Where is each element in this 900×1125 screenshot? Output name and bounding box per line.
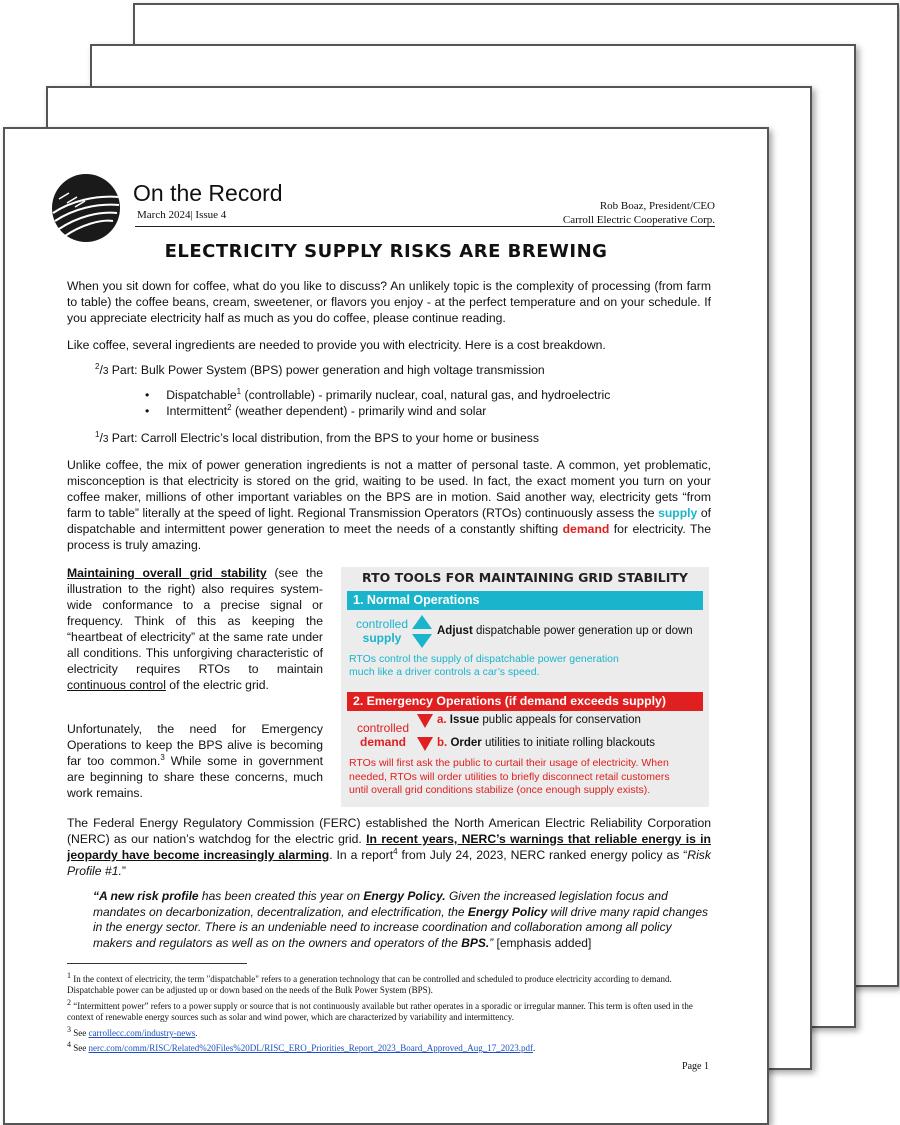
controlled-supply-label: controlled supply [355, 617, 409, 645]
industry-news-link[interactable]: carrollecc.com/industry-news [88, 1028, 196, 1038]
nerc-quote: “A new risk profile has been created this year on Energy Policy. Given the increased legislation focus and mandates on decarbonization, decentralization, and electrification, the Energy Policy will drive many rapid changes in the energy sector. There is an undeniable need to increase coordination and collaboration among all policy makers and regulators as well as on the owners and operators of the BPS.” [emphasis added] [93, 889, 709, 950]
unfortunately-paragraph: Unfortunately, the need for Emergency Operations to keep the BPS alive is becoming far too common.$^3$ While some in government are beginning to share these concerns, much work remains. [67, 722, 323, 800]
part-one-third: $^1$/3 Part: Carroll Electric’s local distribution, from the BPS to your home or business [95, 429, 539, 445]
newsletter-title: On the Record [133, 180, 283, 206]
author-org: Carroll Electric Cooperative Corp. [562, 214, 715, 226]
maintaining-stability-paragraph: Maintaining overall grid stability (see the illustration to the right) also requires system-wide conformance to a precise signal or frequency. Think of this as keeping the “heartbeat of electricity” at the same rate under all conditions. This unforgiving characteristic of electricity requires RTOs to maintain continuous control of the electric grid. [67, 566, 323, 692]
up-down-arrow-icon [411, 615, 433, 649]
down-arrow-b-icon [417, 737, 433, 751]
infographic-title: RTO TOOLS FOR MAINTAINING GRID STABILITY [362, 570, 688, 585]
footnote-3: 3 See carrollecc.com/industry-news. [67, 1025, 198, 1038]
normal-operations-heading: 1. Normal Operations [347, 591, 703, 610]
footnote-4: 4 See nerc.com/comm/RISC/Related%20Files%20DL/RISC_ERO_Priorities_Report_2023_Board_Approved_Aug_17_2023.pdf. [67, 1040, 536, 1053]
part-two-thirds: $^2$/3 Part: Bulk Power System (BPS) power generation and high voltage transmission [95, 361, 545, 377]
footnote-1: 1 In the context of electricity, the term "dispatchable" refers to a generation technology that can be controlled and scheduled to produce electricity according to demand. Dispatchable power can be adjusted up or down based on the needs of the Bulk Power System (BPS). [67, 971, 672, 995]
ingredients-lead: Like coffee, several ingredients are needed to provide you with electricity. Here is a cost breakdown. [67, 338, 606, 352]
normal-operations-note: RTOs control the supply of dispatchable power generation much like a driver controls a car’s speed. [349, 653, 619, 678]
document-page [3, 127, 769, 1125]
bullet-intermittent: • Intermittent$^2$ (weather dependent) - primarily wind and solar [145, 402, 487, 418]
header-rule [135, 226, 715, 227]
author-name: Rob Boaz, President/CEO [599, 200, 715, 212]
issue-date: March 2024| Issue 4 [137, 209, 227, 221]
unlike-coffee-paragraph: Unlike coffee, the mix of power generation ingredients is not a matter of personal taste. A common, yet problematic, misconception is that electricity is stored on the grid, waiting to be used. In fact, the exact moment you turn on your coffee maker, millions of other important variables on the BPS are in motion. Said another way, electricity gets “from farm to table” literally at the speed of light. Regional Transmission Operators (RTOs) continuously assess the supply of dispatchable and intermittent power generation to meet the needs of a constantly shifting demand for electricity. The process is truly amazing. [67, 458, 711, 552]
issue-appeals-action: a. Issue public appeals for conservation [437, 714, 641, 726]
article-title: ELECTRICITY SUPPLY RISKS ARE BREWING [164, 241, 608, 262]
page-number: Page 1 [682, 1061, 709, 1072]
footnote-rule [67, 963, 247, 964]
emergency-operations-heading: 2. Emergency Operations (if demand exceeds supply) [347, 692, 703, 711]
adjust-action: Adjust dispatchable power generation up or down [437, 625, 693, 637]
emergency-operations-note: RTOs will first ask the public to curtail their usage of electricity. When needed, RTOs will order utilities to briefly disconnect retail customers until overall grid conditions stabilize (once enough supply exists). [349, 757, 670, 796]
order-blackouts-action: b. Order utilities to initiate rolling blackouts [437, 737, 655, 749]
bullet-dispatchable: • Dispatchable$^1$ (controllable) - primarily nuclear, coal, natural gas, and hydroelectric [145, 386, 611, 402]
ferc-paragraph: The Federal Energy Regulatory Commission (FERC) established the North American Electric Reliability Corporation (NERC) as our nation’s watchdog for the electric grid. In recent years, NERC’s warnings that reliable energy is in jeopardy have become increasingly alarming. In a report$^4$ from July 24, 2023, NERC ranked energy policy as “Risk Profile #1.” [67, 816, 711, 878]
rto-tools-infographic [341, 567, 709, 807]
controlled-demand-label: controlled demand [356, 721, 410, 749]
cooperative-logo [51, 173, 121, 243]
nerc-report-link[interactable]: nerc.com/comm/RISC/Related%20Files%20DL/RISC_ERO_Priorities_Report_2023_Board_Approved_Aug_17_2023.pdf [88, 1043, 533, 1053]
down-arrow-a-icon [417, 714, 433, 728]
author-block [563, 199, 715, 227]
intro-paragraph: When you sit down for coffee, what do you like to discuss? An unlikely topic is the complexity of processing (from farm to table) the coffee beans, cream, sweetener, or flavors you enjoy - at the perfect temperature and on your schedule. If you appreciate electricity half as much as you do coffee, please continue reading. [67, 279, 711, 325]
footnote-2: 2 “Intermittent power” refers to a power supply or source that is not continuously available but rather operates in a sporadic or irregular manner. This term is often used in the context of renewable energy sources such as solar and wind power, which are characterized by variability and intermittency. [67, 998, 693, 1022]
